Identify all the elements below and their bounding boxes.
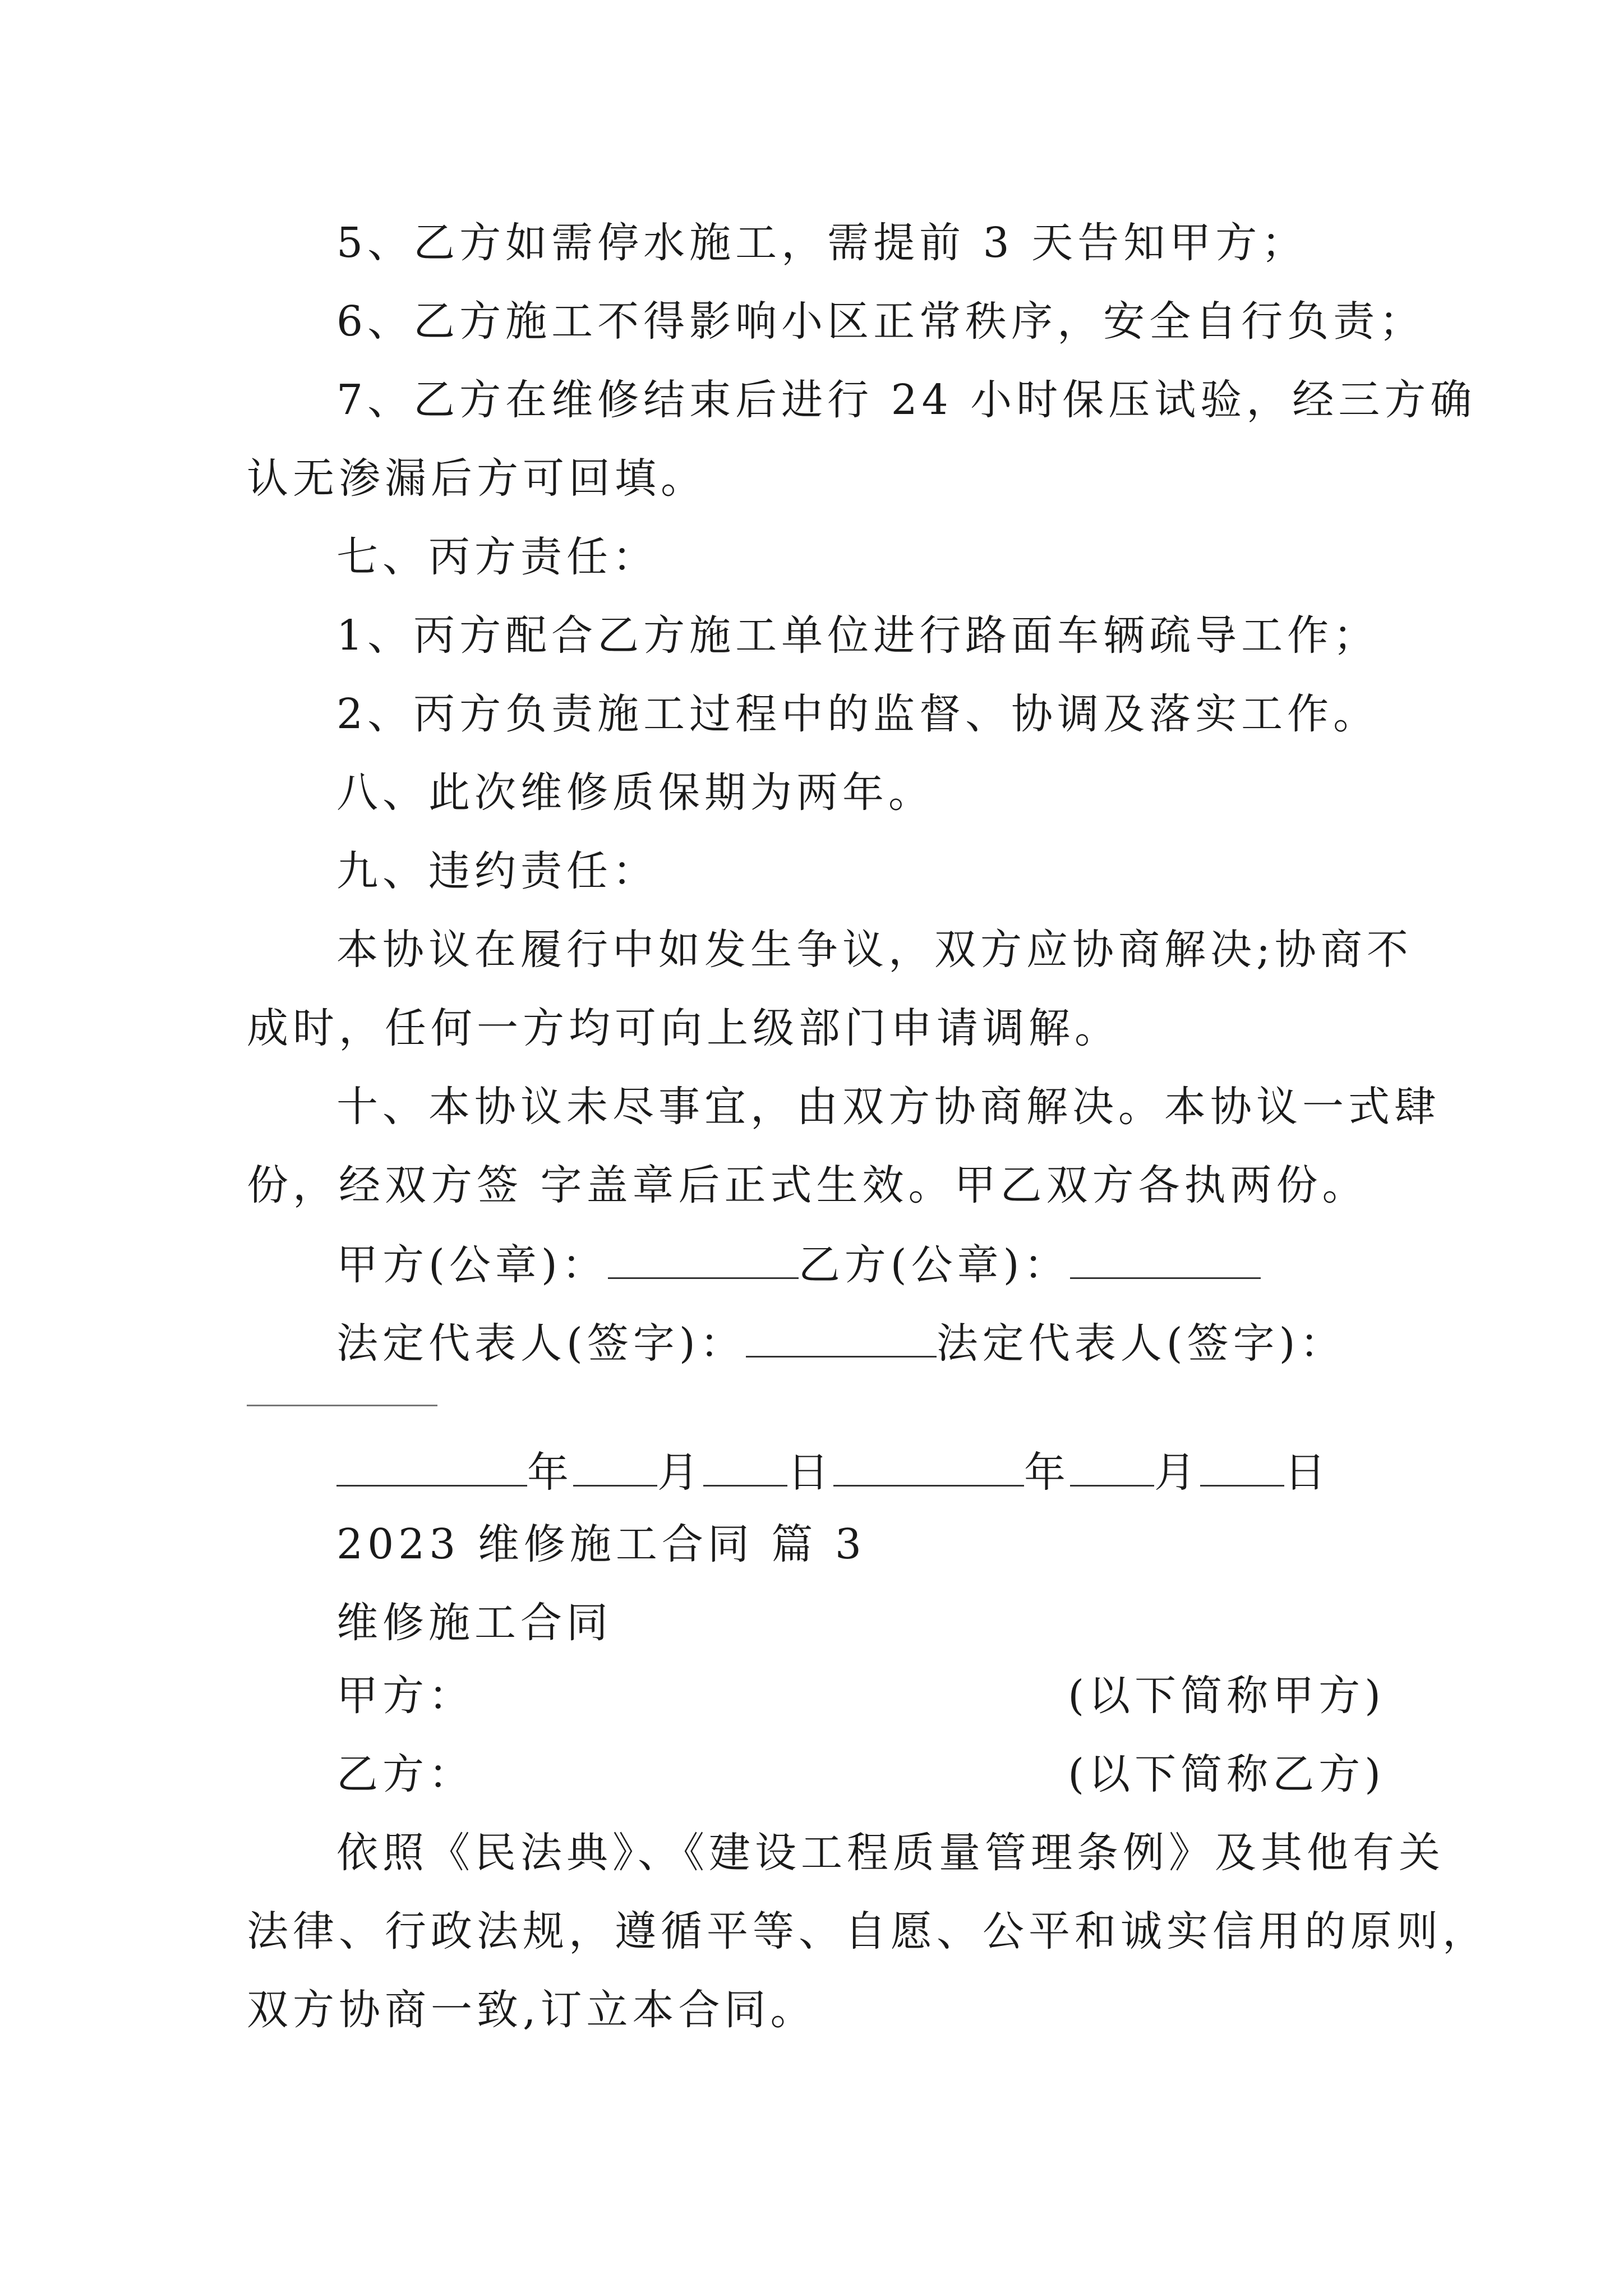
month-b-blank <box>1070 1443 1154 1487</box>
party-b-seal-label: 乙方(公章)： <box>798 1241 1070 1289</box>
section-10-line-2: 份，经双方签 字盖章后正式生效。甲乙双方各执两份。 <box>247 1161 1368 1209</box>
clause-6: 6、乙方施工不得影响小区正常秩序，安全自行负责； <box>336 297 1426 346</box>
contract-title: 维修施工合同 <box>336 1599 612 1647</box>
legal-rep-a-blank <box>746 1314 937 1358</box>
dispute-line-1: 本协议在履行中如发生争议，双方应协商解决;协商不 <box>336 926 1413 974</box>
clause-7-line-2: 认无渗漏后方可回填。 <box>247 454 707 503</box>
party-a-label: 甲方： <box>336 1672 474 1720</box>
year-b-blank <box>833 1443 1024 1487</box>
party-a-note: (以下简称甲方) <box>1068 1672 1385 1720</box>
year-b-label: 年 <box>1024 1448 1070 1497</box>
date-line <box>336 1443 1385 1501</box>
dispute-line-2: 成时，任何一方均可向上级部门申请调解。 <box>247 1004 1121 1052</box>
section-heading-8: 八、此次维修质保期为两年。 <box>336 769 934 817</box>
party-b-note: (以下简称乙方) <box>1068 1750 1385 1798</box>
month-a-blank <box>573 1443 657 1487</box>
body-line-2: 法律、行政法规，遵循平等、自愿、公平和诚实信用的原则， <box>247 1907 1488 1955</box>
party-a-line <box>336 1668 1385 1724</box>
party-a-seal-blank <box>608 1236 799 1279</box>
clause-c-1: 1、丙方配合乙方施工单位进行路面车辆疏导工作； <box>336 611 1380 660</box>
month-a-label: 月 <box>657 1448 703 1497</box>
party-b-line <box>336 1746 1385 1802</box>
day-b-blank <box>1200 1443 1284 1487</box>
body-line-1: 依照《民法典》、《建设工程质量管理条例》及其他有关 <box>336 1829 1445 1877</box>
legal-rep-a-label: 法定代表人(签字)： <box>336 1319 746 1368</box>
party-b-label: 乙方： <box>336 1750 474 1798</box>
clause-c-2: 2、丙方负责施工过程中的监督、协调及落实工作。 <box>336 690 1380 738</box>
section-3-heading: 2023 维修施工合同 篇 3 <box>336 1520 866 1568</box>
body-line-3: 双方协商一致,订立本合同。 <box>247 1986 817 2034</box>
legal-rep-b-label: 法定代表人(签字)： <box>936 1319 1346 1368</box>
year-a-blank <box>336 1443 527 1487</box>
month-b-label: 月 <box>1154 1448 1200 1497</box>
party-b-seal-blank <box>1070 1236 1261 1279</box>
clause-5: 5、乙方如需停水施工，需提前 3 天告知甲方； <box>336 219 1308 267</box>
legal-rep-b-blank <box>247 1405 437 1406</box>
legal-rep-line <box>336 1314 1385 1372</box>
section-10-line-1: 十、本协议未尽事宜，由双方协商解决。本协议一式肆 <box>336 1083 1440 1131</box>
day-a-blank <box>703 1443 787 1487</box>
day-a-label: 日 <box>787 1448 833 1497</box>
day-b-label: 日 <box>1284 1448 1330 1497</box>
seal-line <box>336 1236 1385 1293</box>
section-heading-7: 七、丙方责任： <box>336 533 658 581</box>
section-heading-9: 九、违约责任： <box>336 847 658 895</box>
year-a-label: 年 <box>527 1448 573 1497</box>
clause-7-line-1: 7、乙方在维修结束后进行 24 小时保压试验，经三方确 <box>336 376 1477 424</box>
party-a-seal-label: 甲方(公章)： <box>336 1241 608 1289</box>
